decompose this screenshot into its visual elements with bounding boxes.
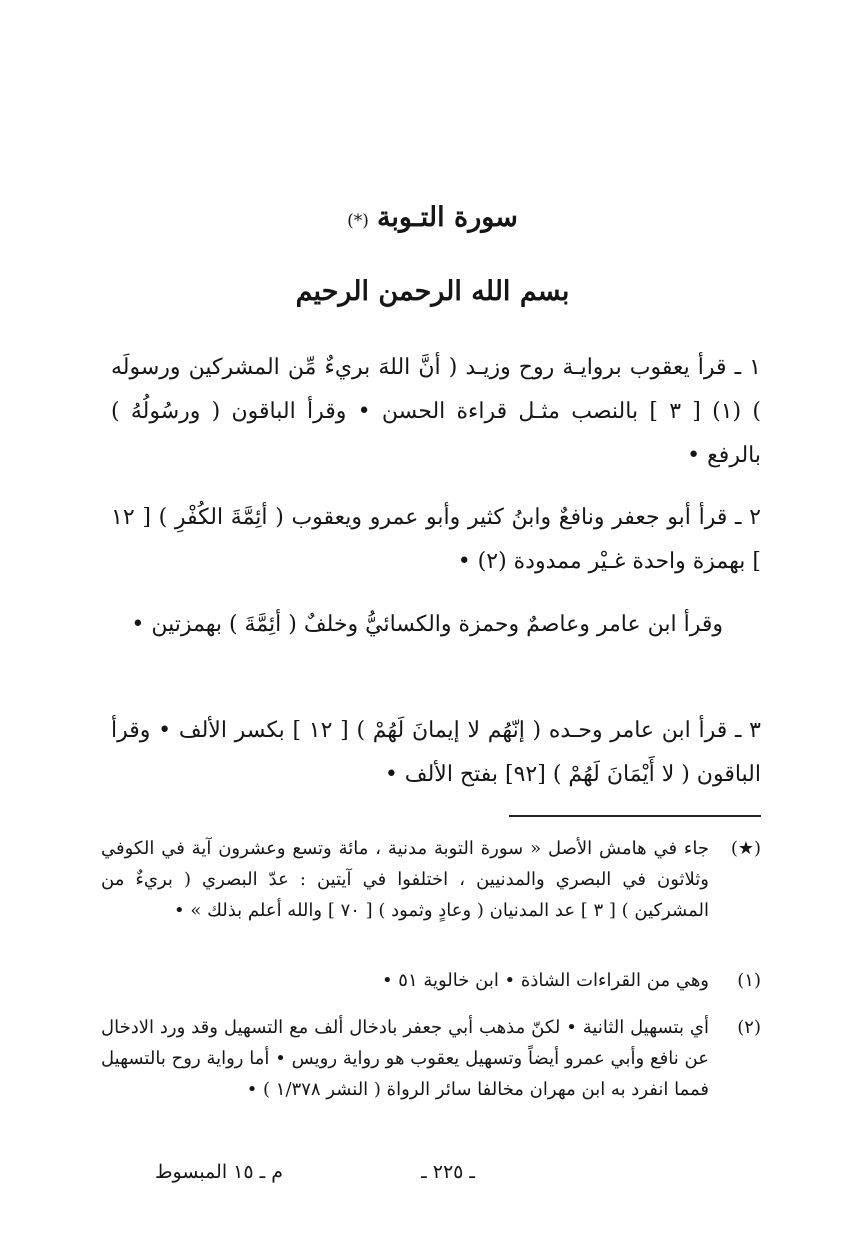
footnote-star bbox=[101, 833, 761, 926]
signature-mark: م ـ ١٥ المبسوط bbox=[154, 1161, 283, 1183]
page-footer bbox=[0, 1156, 865, 1188]
footnote-1 bbox=[101, 965, 761, 996]
footnote-mark: (★) bbox=[730, 838, 761, 859]
paragraph-4: ٣ ـ قرأ ابن عامر وحـده ( إنّهُم لا إيمانَ لَهُمْ ) [ ١٢ ] بكسر الألف • وقرأ الباقون ( لا أَيْمَانَ لَهُمْ ) [٩٢] بفتح الألف • bbox=[111, 718, 761, 787]
title-footnote-mark: (*) bbox=[347, 211, 369, 231]
footnote-text: جاء في هامش الأصل « سورة التوبة مدنية ، مائة وتسع وعشرون آية في الكوفي وثلاثون في البصري والمدنيين ، اختلفوا في آيتين : عدّ البصري ( بريءٌ من المشركين ) [ ٣ ] عد المدنيان ( وعادٍ وثمود ) [ ٧٠ ] والله أعلم بذلك » • bbox=[101, 838, 709, 921]
footnote-text: أي بتسهيل الثانية • لكنّ مذهب أبي جعفر بادخال ألف مع التسهيل وقد ورد الادخال عن نافع وأبي عمرو أيضاً وتسهيل يعقوب هو رواية رويس • أما رواية روح بالتسهيل فمما انفرد به ابن مهران مخالفا سائر الرواة ( النشر ١/٣٧٨ ) • bbox=[101, 1017, 709, 1100]
paragraph-3 bbox=[111, 603, 761, 647]
footnote-text: وهي من القراءات الشاذة • ابن خالوية ٥١ • bbox=[381, 970, 709, 991]
page-number: ـ ٢٢٥ ـ bbox=[421, 1161, 475, 1183]
footnote-mark: (١) bbox=[737, 970, 761, 991]
paragraph-1: ١ ـ قرأ يعقوب بروايـة روح وزيـد ( أنَّ اللهَ بريءٌ مِّن المشركين ورسولَه ) (١) [ ٣ ] بالنصب مثـل قراءة الحسن • وقرأ الباقون ( ورسُولُهُ ) بالرفع • bbox=[111, 355, 761, 468]
paragraph-2: ٢ ـ قرأ أبو جعفر ونافعٌ وابنُ كثير وأبو عمرو ويعقوب ( أئِمَّةَ الكُفْرِ ) [ ١٢ ] بهمزة واحدة غـيْر ممدودة (٢) • bbox=[111, 505, 761, 574]
surah-title-text: سورة التـوبة bbox=[376, 202, 518, 233]
footnote-mark: (٢) bbox=[737, 1017, 761, 1038]
footnote-separator bbox=[509, 815, 761, 817]
basmala-heading: بسم الله الرحمن الرحيم bbox=[295, 276, 570, 307]
surah-title bbox=[0, 196, 865, 243]
footnote-2 bbox=[101, 1012, 761, 1105]
paragraph-3-text: وقرأ ابن عامر وعاصمٌ وحمزة والكسائيُّ وخلفٌ ( أئِمَّةَ ) بهمزتين • bbox=[131, 612, 723, 637]
